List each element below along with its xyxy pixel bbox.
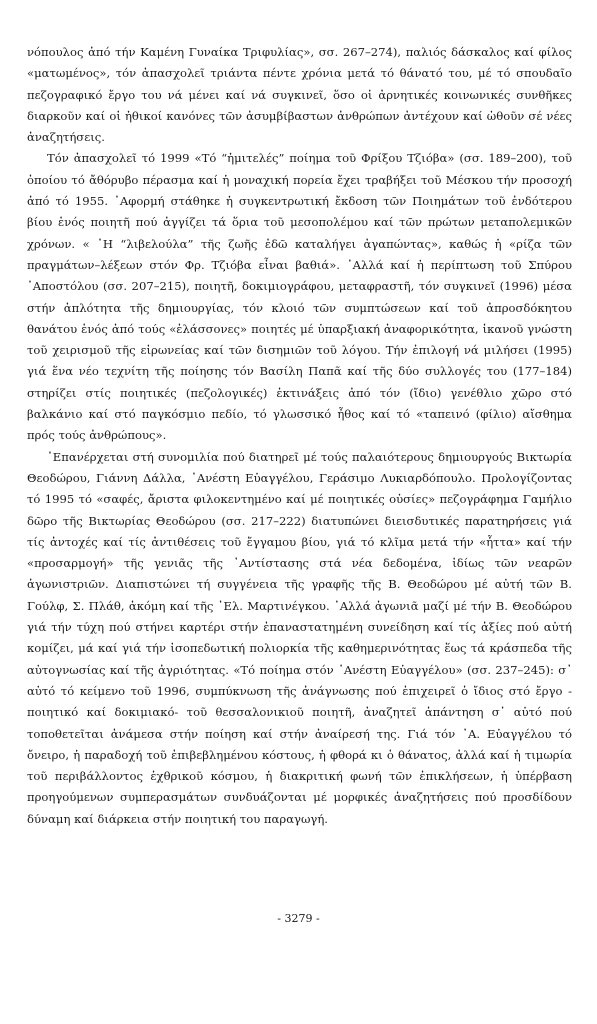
paragraph-theodorou: ᾿Επανέρχεται στή συνομιλία πού διατηρεῖ μέ τούς παλαιότερους δημιουργούς Βικτωρία Θεοδώρου, Γιάννη Δάλλα, ᾿Ανέστη Εὐαγγέλου, Γεράσιμο Λυκιαρδόπουλο. Προλογίζοντας τό 1995 τό «σαφές, ἄριστα φιλοκεντημένο καί μέ ποιητικές οὐσίες» πεζογράφημα Γαμήλιο δῶρο τῆς Βικτωρίας Θεοδώρου (σσ. 217–222) διατυπώνει διεισδυτικές παρατηρήσεις γιά τίς ἀντοχές καί τίς ἀντιθέσεις τοῦ ἔγγαμου βίου, γιά τό κλῖμα μετά τήν «ἧττα» καί τήν «προσαρμογή» τῆς γενιᾶς τῆς ᾿Αντίστασης στά νέα δεδομένα, ἰδίως τῶν νεαρῶν ἀγωνιστριῶν. Διαπιστώνει τή συγγένεια τῆς γραφῆς τῆς Β. Θεοδώρου μέ αὐτή τῶν Β. Γούλφ, Σ. Πλάθ, ἀκόμη καί τῆς ῾Ελ. Μαρτινέγκου. ᾿Αλλά ἀγωνιᾶ μαζί μέ τήν Β. Θεοδώρου γιά τήν τύχη πού στήνει καρτέρι στήν ἐπαναστατημένη συνείδηση καί τίς ἀξίες πού αὐτή κομίζει, μά καί γιά τήν ἰσοπεδωτική πολιορκία τῆς καθημερινότητας ἕως τά κράσπεδα τῆς αὐτογνωσίας καί τῆς ἀγριότητας. «Τό ποίημα στόν ᾿Ανέστη Εὐαγγέλου» (σσ. 237–245): σ᾿ αὐτό τό κείμενο τοῦ 1996, συμπύκνωση τῆς ἀνάγνωσης πού ἐπιχειρεῖ ὁ ἴδιος στό ἔργο - ποιητικό καί δοκιμιακό- τοῦ θεσσαλονικιοῦ ποιητῆ, ἀναζητεῖ ἀπάντηση σ᾿ αὐτό πού τοποθετεῖται ἀνάμεσα στήν ποίηση καί στήν ἀναίρεσή της. Γιά τόν ᾿Α. Εὐαγγέλου τό ὄνειρο, ἡ παραδοχή τοῦ ἐπιβεβλημένου κόστους, ἡ φθορά κι ὁ θάνατος, ἀλλά καί ἡ τιμωρία τοῦ περιβάλλοντος ἐχθρικοῦ κόσμου, ἡ διακριτική φωνή τῶν ἐπικλήσεων, ἡ ὑπέρβαση προηγούμενων συμπερασμάτων συνδυάζονται μέ μορφικές ἀναζητήσεις πού προσδίδουν δύναμη καί διάρκεια στήν ποιητική του παραγωγή. (27, 449, 572, 826)
paragraph-tziovas: Τόν ἀπασχολεῖ τό 1999 «Τό “ἡμιτελές” ποίημα τοῦ Φρίξου Τζιόβα» (σσ. 189–200), τοῦ ὁποίου τό ἄθόρυβο πέρασμα καί ἡ μοναχική πορεία ἔχει τραβήξει τοῦ Μέσκου τήν προσοχή ἀπό τό 1955. ᾿Αφορμή στάθηκε ἡ συγκεντρωτική ἔκδοση τῶν Ποιημάτων τοῦ ἐνδότερου βίου ἑνός ποιητῆ πού ἀγγίζει τά ὅρια τοῦ μεσοπολέμου καί τῶν πρώτων μεταπολεμικῶν χρόνων. « ῾Η “λιβελούλα” τῆς ζωῆς ἐδῶ καταλήγει ἀγαπώντας», καθώς ἡ «ρίζα τῶν πραγμάτων–λέξεων στόν Φρ. Τζιόβα εἶναι βαθιά». ᾿Αλλά καί ἡ περίπτωση τοῦ Σπύρου ᾿Αποστόλου (σσ. 207–215), ποιητῆ, δοκιμιογράφου, μεταφραστῆ, τόν συγκινεῖ (1996) μέσα στήν ἁπλότητα τῆς δημιουργίας, τόν κλοιό τῶν συμπτώσεων καί τοῦ ἀπροσδόκητου θανάτου ἑνός ἀπό τούς «ἐλάσσονες» ποιητές μέ ὑπαρξιακή ἀναφορικότητα, ἱκανοῦ γνώστη τοῦ χειρισμοῦ τῆς εἰρωνείας καί τῶν δισημιῶν τοῦ λόγου. Τήν ἐπιλογή νά μιλήσει (1995) γιά ἕνα νέο τεχνίτη τῆς ποίησης τόν Βασίλη Παπᾶ καί τῆς δύο συλλογές του (177–184) στηρίζει στίς ποιητικές (πεζολογικές) ἐκτινάξεις ἀπό τόν (ἴδιο) γενέθλιο χῶρο στό βαλκάνιο καί στό παγκόσμιο πεδίο, τό γλωσσικό ἦθος καί τό «ταπεινό (φίλιο) αἴσθημα πρός τούς ἀνθρώπους». (27, 151, 572, 443)
page-number: - 3279 - (277, 912, 320, 925)
body-text (27, 42, 572, 830)
paragraph-continuation: νόπουλος ἀπό τήν Καμένη Γυναίκα Τριφυλίας», σσ. 267–274), παλιός δάσκαλος καί φίλος «ματωμένος», τόν ἀπασχολεῖ τριάντα πέντε χρόνια μετά τό θάνατό του, μέ τό σπουδαῖο πεζογραφικό ἔργο του νά μένει καί νά συγκινεῖ, ὅσο οἱ ἀρνητικές κοινωνικές συνθῆκες διαρκοῦν καί οἱ ἠθικοί κανόνες τῶν ἀσυμβίβαστων ἀνθρώπων ἀντέχουν καί ὠθοῦν σέ νέες ἀναζητήσεις. (27, 45, 572, 145)
